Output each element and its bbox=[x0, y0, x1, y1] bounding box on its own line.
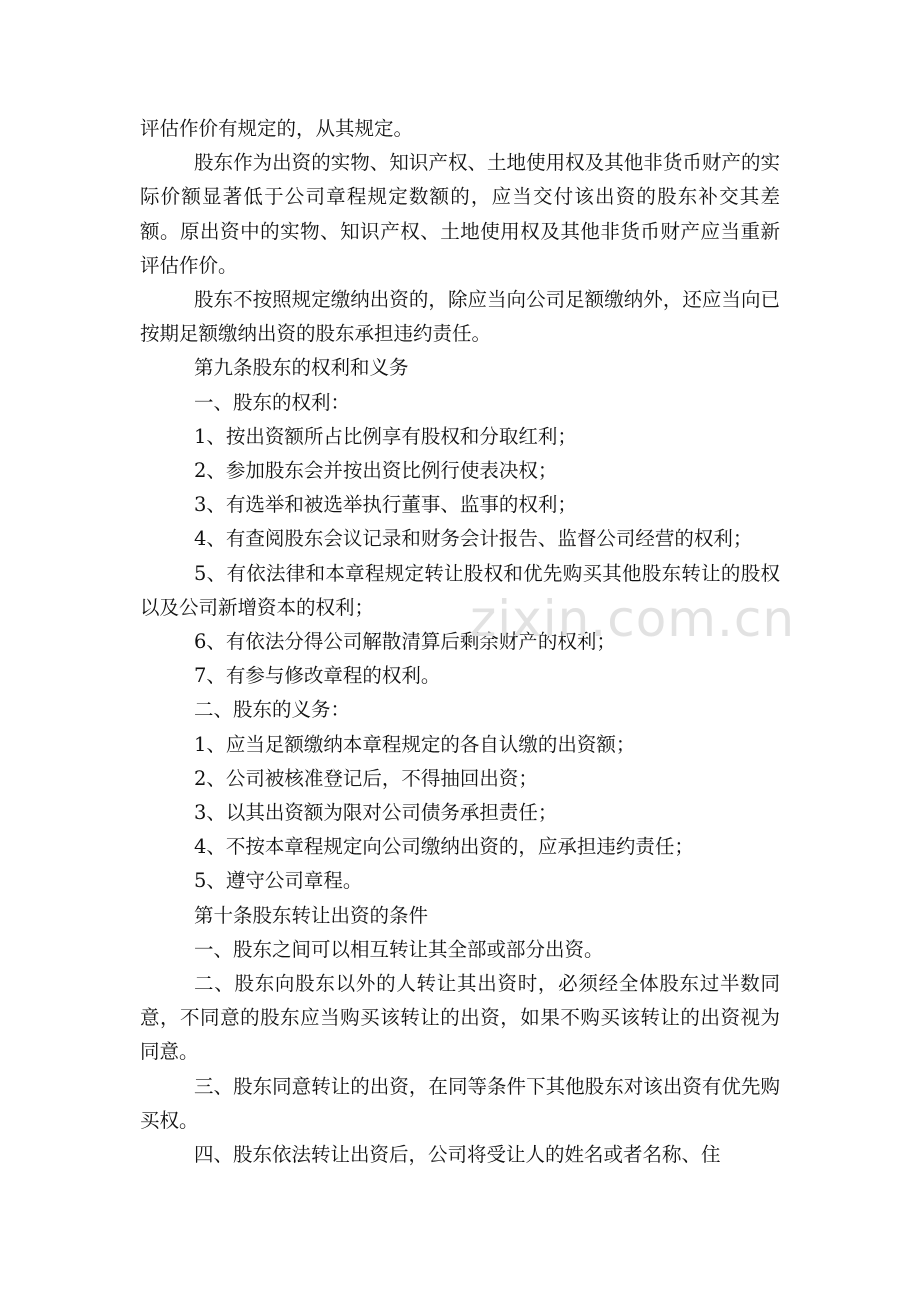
right-item-1: 1、按出资额所占比例享有股权和分取红利； bbox=[194, 424, 577, 448]
paragraph-default-liability: 股东不按照规定缴纳出资的，除应当向公司足额缴纳外，还应当向已按期足额缴纳出资的股东承担违约责任。 bbox=[140, 288, 780, 346]
duty-item-5: 5、遵守公司章程。 bbox=[194, 869, 363, 893]
right-item-7: 7、有参与修改章程的权利。 bbox=[194, 664, 441, 688]
duty-item-3: 3、以其出资额为限对公司债务承担责任； bbox=[194, 801, 558, 825]
article-9-heading: 第九条股东的权利和义务 bbox=[194, 356, 409, 380]
duty-item-1: 1、应当足额缴纳本章程规定的各自认缴的出资额； bbox=[194, 732, 636, 756]
article-10-heading: 第十条股东转让出资的条件 bbox=[194, 903, 429, 927]
watermark-text: zixin.com.cn bbox=[470, 590, 796, 648]
transfer-condition-4: 四、股东依法转让出资后，公司将受让人的姓名或者名称、住 bbox=[194, 1143, 721, 1167]
right-item-3: 3、有选举和被选举执行董事、监事的权利； bbox=[194, 493, 577, 517]
paragraph-non-monetary-shortfall: 股东作为出资的实物、知识产权、土地使用权及其他非货币财产的实际价额显著低于公司章程规定数额的，应当交付该出资的股东补交其差额。原出资中的实物、知识产权、土地使用权及其他非货币财产应当重新评估作价。 bbox=[140, 151, 780, 277]
shareholder-duties-heading: 二、股东的义务： bbox=[194, 698, 351, 722]
paragraph-valuation-rule: 评估作价有规定的，从其规定。 bbox=[140, 117, 414, 140]
duty-item-4: 4、不按本章程规定向公司缴纳出资的，应承担违约责任； bbox=[194, 835, 694, 859]
transfer-condition-1: 一、股东之间可以相互转让其全部或部分出资。 bbox=[194, 937, 604, 961]
transfer-condition-2: 二、股东向股东以外的人转让其出资时，必须经全体股东过半数同意，不同意的股东应当购买该转让的出资，如果不购买该转让的出资视为同意。 bbox=[140, 972, 780, 1064]
document-body bbox=[140, 112, 780, 1172]
right-item-6: 6、有依法分得公司解散清算后剩余财产的权利； bbox=[194, 630, 616, 654]
right-item-5: 5、有依法律和本章程规定转让股权和优先购买其他股东转让的股权以及公司新增资本的权利； bbox=[140, 561, 780, 619]
transfer-condition-3: 三、股东同意转让的出资，在同等条件下其他股东对该出资有优先购买权。 bbox=[140, 1074, 780, 1132]
duty-item-2: 2、公司被核准登记后，不得抽回出资； bbox=[194, 766, 538, 790]
right-item-4: 4、有查阅股东会议记录和财务会计报告、监督公司经营的权利； bbox=[194, 527, 753, 551]
right-item-2: 2、参加股东会并按出资比例行使表决权； bbox=[194, 459, 558, 483]
shareholder-rights-heading: 一、股东的权利： bbox=[194, 390, 351, 414]
